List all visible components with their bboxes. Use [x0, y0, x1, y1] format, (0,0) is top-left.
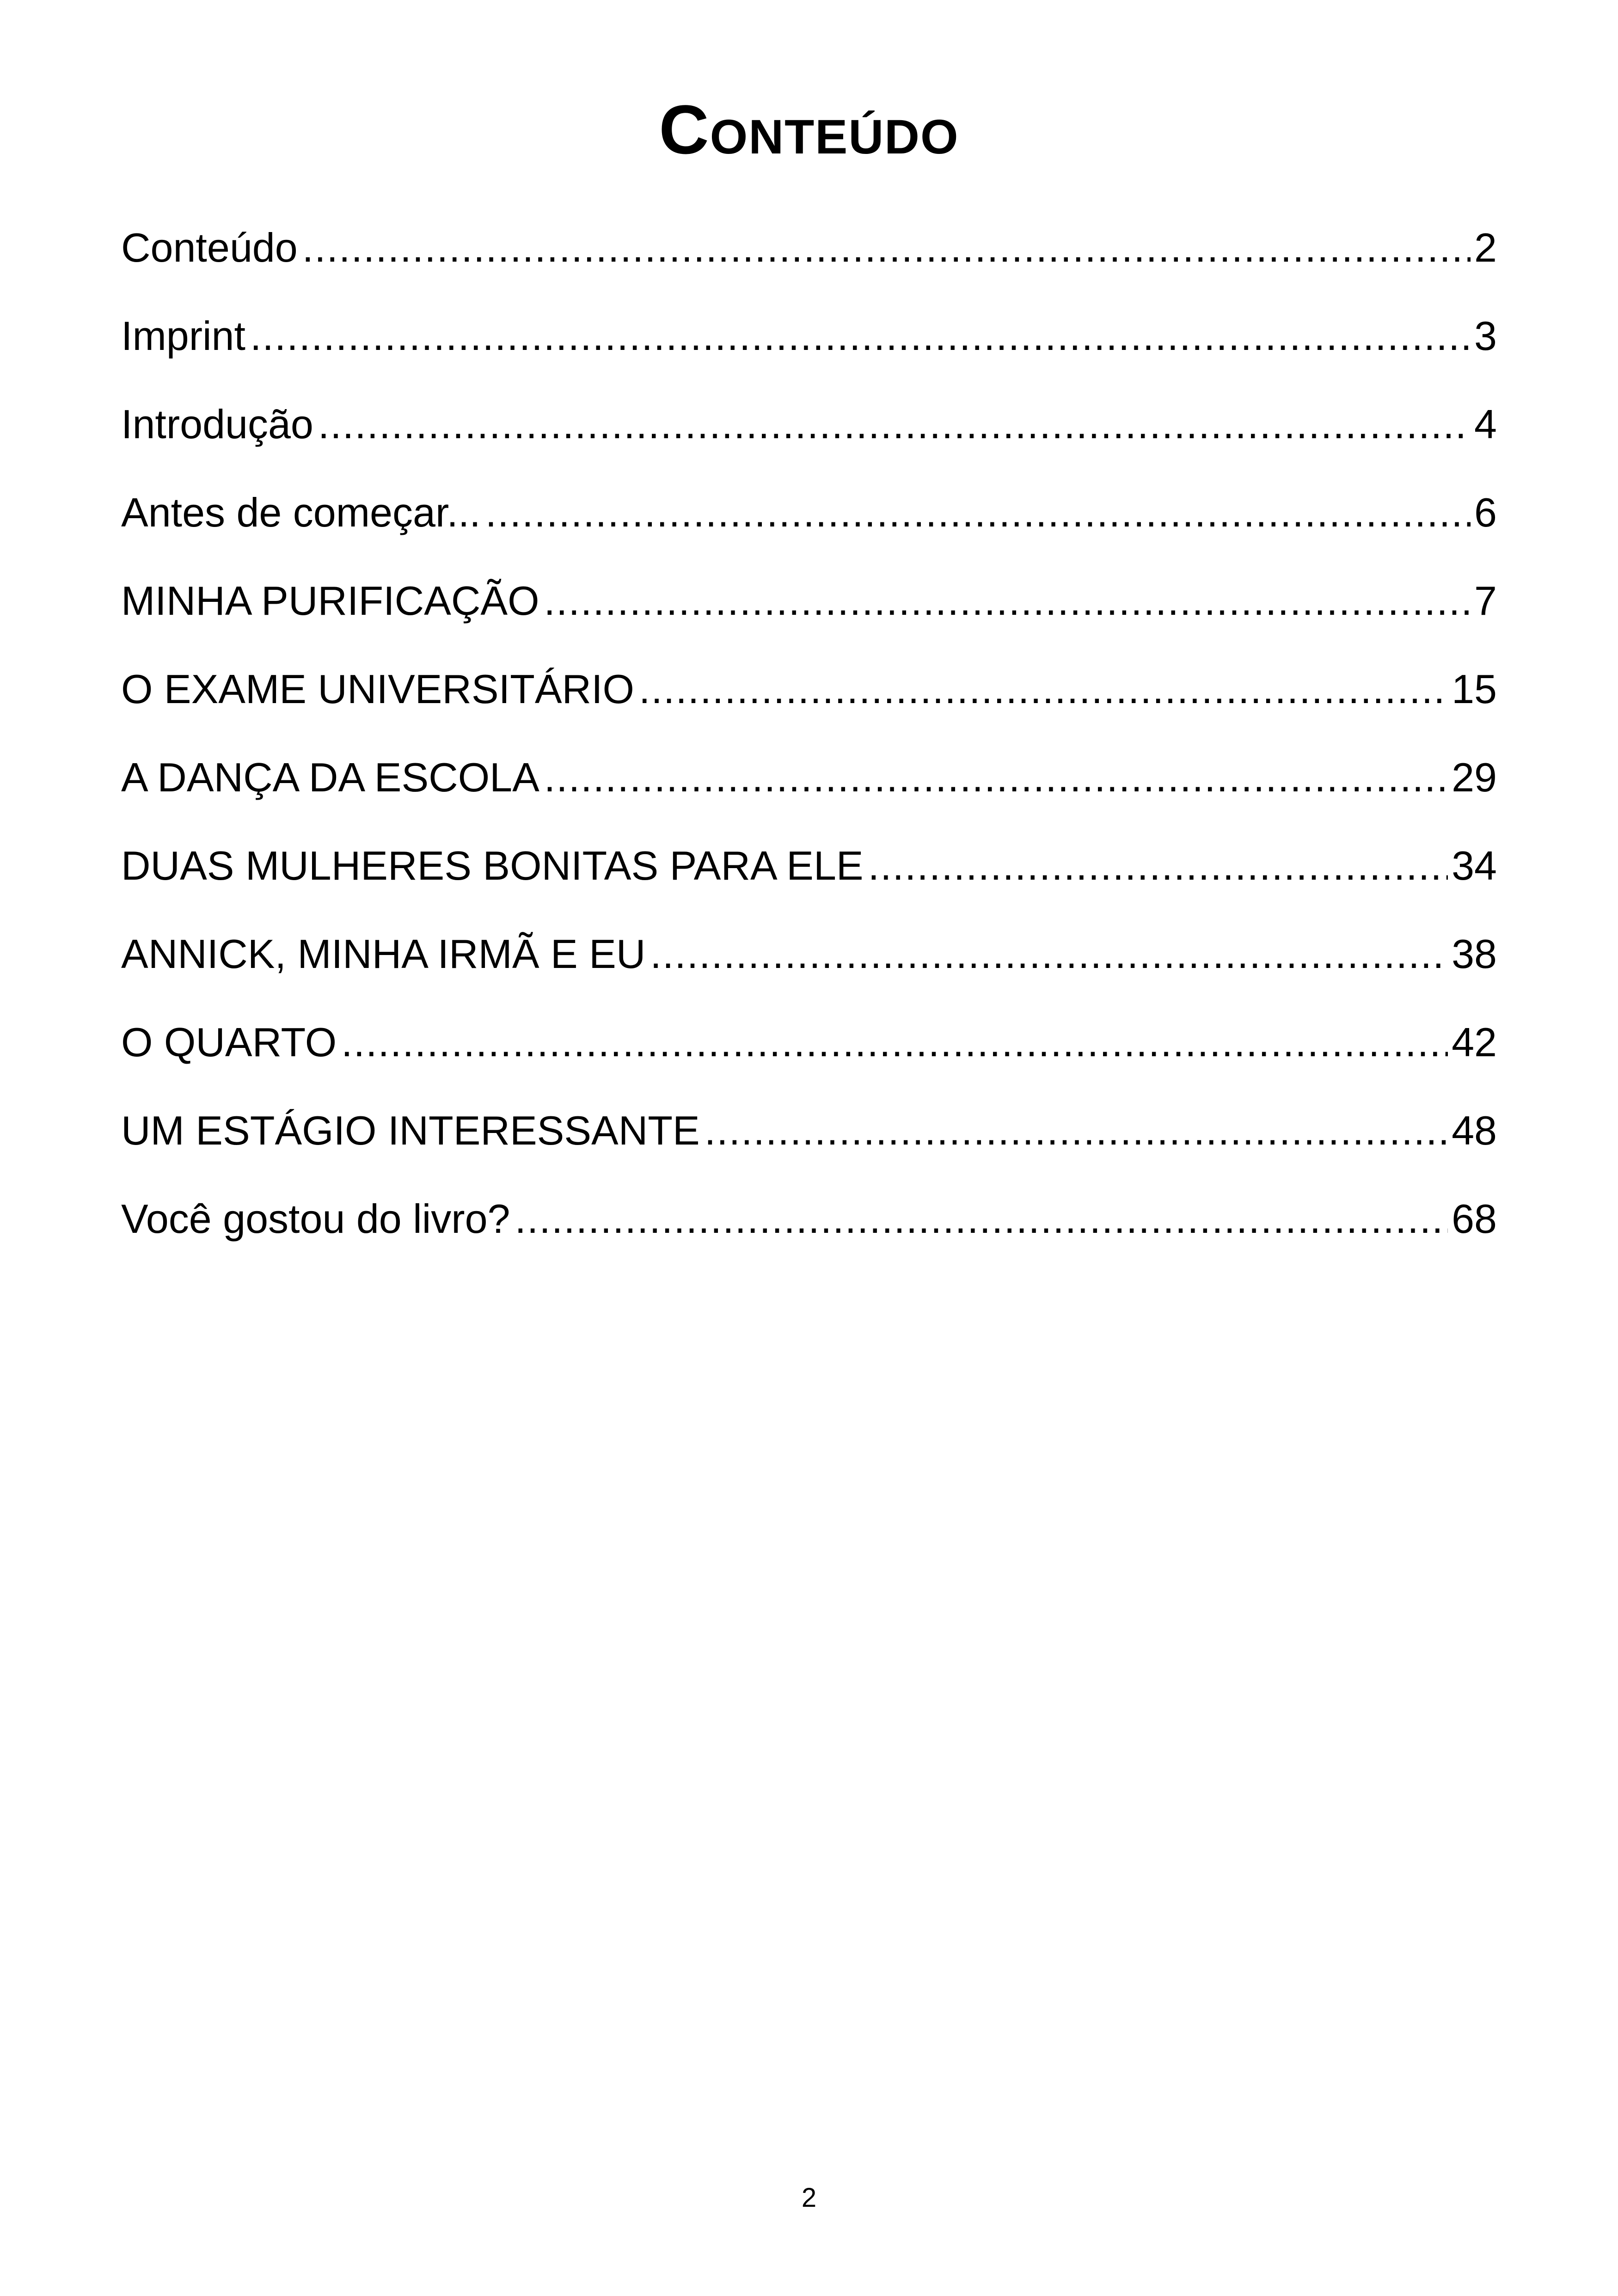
toc-entry-label: A DANÇA DA ESCOLA [121, 752, 544, 803]
toc-dot-leader [705, 1105, 1448, 1156]
toc-entry-label: O EXAME UNIVERSITÁRIO [121, 664, 639, 715]
toc-entry[interactable] [121, 185, 1497, 273]
toc-entry-label: UM ESTÁGIO INTERESSANTE [121, 1105, 705, 1156]
toc-entry-page: 38 [1448, 929, 1497, 980]
toc-dot-leader [485, 487, 1471, 538]
toc-entry-page: 48 [1448, 1105, 1497, 1156]
toc-entry[interactable] [121, 361, 1497, 450]
toc-dot-leader [868, 840, 1448, 891]
toc-entry[interactable] [121, 803, 1497, 891]
page-title: Conteúdo [659, 91, 959, 168]
table-of-contents [121, 185, 1497, 1244]
toc-entry-label: Você gostou do livro? [121, 1194, 515, 1244]
toc-entry-page: 4 [1471, 399, 1497, 450]
toc-entry-page: 68 [1448, 1194, 1497, 1244]
toc-entry-page: 29 [1448, 752, 1497, 803]
toc-entry-label: DUAS MULHERES BONITAS PARA ELE [121, 840, 868, 891]
toc-entry-page: 7 [1471, 576, 1497, 626]
toc-dot-leader [302, 222, 1471, 273]
toc-entry[interactable] [121, 891, 1497, 980]
toc-entry-page: 2 [1471, 222, 1497, 273]
toc-entry-label: ANNICK, MINHA IRMÃ E EU [121, 929, 650, 980]
toc-dot-leader [250, 311, 1471, 361]
toc-entry-page: 6 [1471, 487, 1497, 538]
toc-entry[interactable] [121, 538, 1497, 626]
toc-entry-page: 34 [1448, 840, 1497, 891]
toc-entry[interactable] [121, 450, 1497, 538]
toc-dot-leader [341, 1017, 1448, 1068]
toc-dot-leader [650, 929, 1448, 980]
toc-entry-label: Introdução [121, 399, 318, 450]
toc-entry[interactable] [121, 1068, 1497, 1156]
toc-entry-label: Imprint [121, 311, 250, 361]
toc-dot-leader [318, 399, 1471, 450]
toc-entry-label: Conteúdo [121, 222, 302, 273]
page-number: 2 [801, 2183, 817, 2213]
toc-dot-leader [515, 1194, 1448, 1244]
toc-entry[interactable] [121, 715, 1497, 803]
toc-dot-leader [544, 576, 1471, 626]
toc-entry-label: Antes de começar... [121, 487, 485, 538]
toc-entry-label: MINHA PURIFICAÇÃO [121, 576, 544, 626]
toc-entry-page: 42 [1448, 1017, 1497, 1068]
toc-entry-label: O QUARTO [121, 1017, 341, 1068]
toc-entry-page: 3 [1471, 311, 1497, 361]
toc-entry[interactable] [121, 1156, 1497, 1244]
toc-dot-leader [639, 664, 1448, 715]
toc-entry[interactable] [121, 273, 1497, 361]
toc-entry[interactable] [121, 980, 1497, 1068]
toc-dot-leader [544, 752, 1448, 803]
toc-entry-page: 15 [1448, 664, 1497, 715]
toc-entry[interactable] [121, 626, 1497, 715]
